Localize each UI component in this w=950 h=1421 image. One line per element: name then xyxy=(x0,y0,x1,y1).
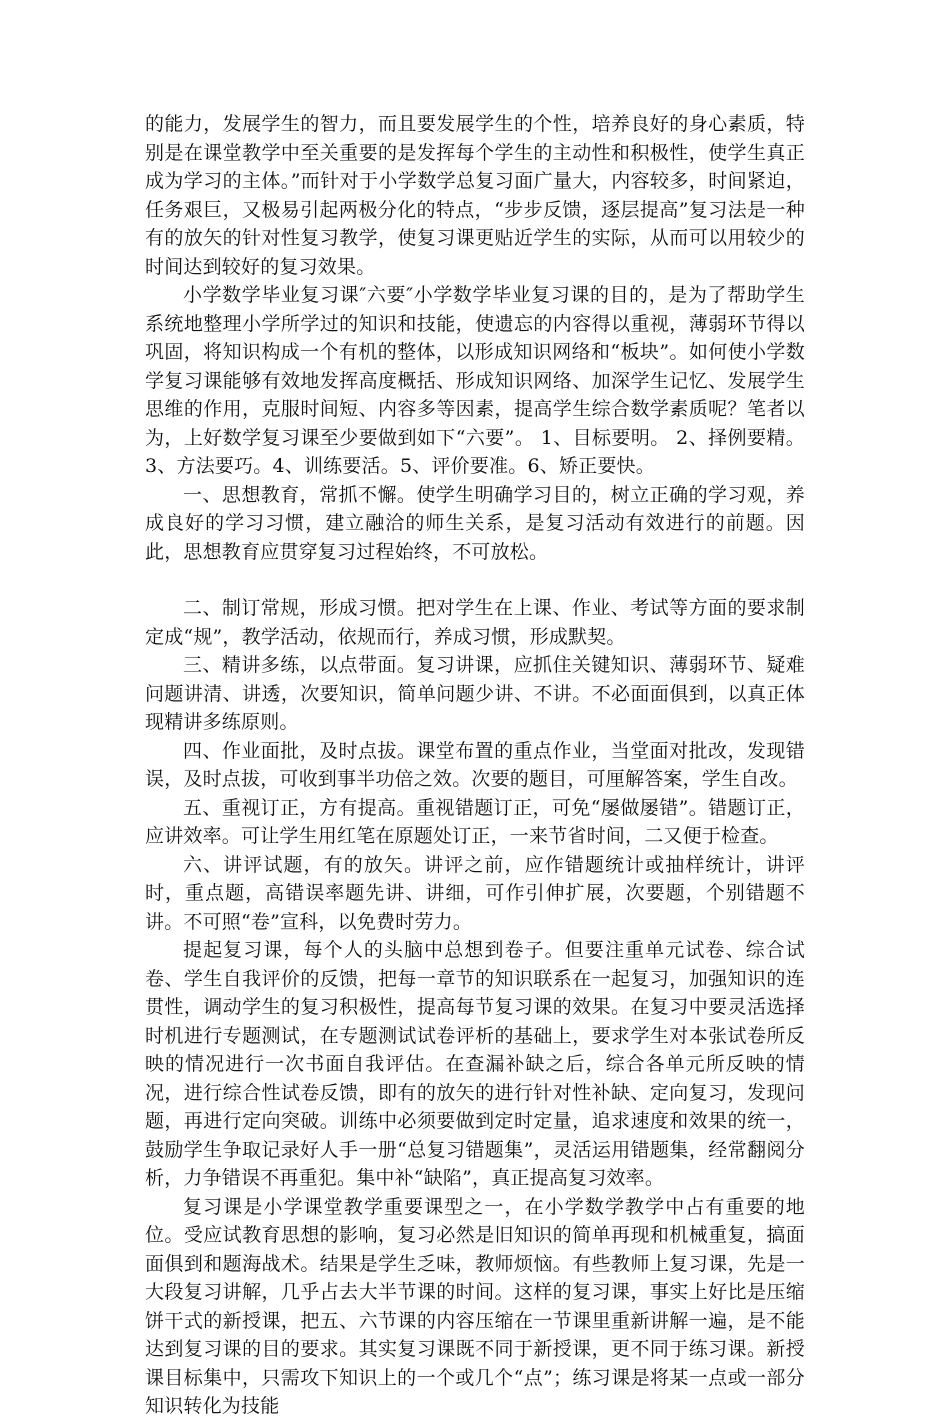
paragraph-six-requirements: 小学数学毕业复习课″六要″小学数学毕业复习课的目的，是为了帮助学生系统地整理小学所学过的知识和技能，使遗忘的内容得以重视，薄弱环节得以巩固，将知识构成一个有机的整体，以形成知识网络和“板块”。如何使小学数学复习课能够有效地发挥高度概括、形成知识网络、加深学生记忆、发展学生思维的作用，克服时间短、内容多等因素，提高学生综合数学素质呢？笔者以为，上好数学复习课至少要做到如下“六要”。 1、目标要明。 2、择例要精。3、方法要巧。4、训练要活。5、评价要准。6、矫正要快。 xyxy=(145,284,805,477)
blank-line xyxy=(145,566,805,594)
paragraph-continuation: 的能力，发展学生的智力，而且要发展学生的个性，培养良好的身心素质，特别是在课堂教学中至关重要的是发挥每个学生的主动性和积极性，使学生真正成为学习的主体。”而针对于小学数学总复习面广量大，内容较多，时间紧迫，任务艰巨，又极易引起两极分化的特点，“步步反馈，逐层提高”复习法是一种有的放矢的针对性复习教学，使复习课更贴近学生的实际，从而可以用较少的时间达到较好的复习效果。 xyxy=(145,113,805,278)
paragraph-review-class: 复习课是小学课堂教学重要课型之一，在小学数学教学中占有重要的地位。受应试教育思想的影响，复习必然是旧知识的简单再现和机械重复，搞面面俱到和题海战术。结果是学生乏味，教师烦恼。有些教师上复习课，先是一大段复习讲解，几乎占去大半节课的时间。这样的复习课，事实上好比是压缩饼干式的新授课，把五、六节课的内容压缩在一节课里重新讲解一遍，是不能达到复习课的目的要求。其实复习课既不同于新授课，更不同于练习课。新授课目标集中，只需攻下知识上的一个或几个“点”；练习课是将某一点或一部分知识转化为技能 xyxy=(145,1195,805,1417)
paragraph-point-six: 六、讲评试题，有的放矢。讲评之前，应作错题统计或抽样统计，讲评时，重点题，高错误率题先讲、讲细，可作引伸扩展，次要题，个别错题不讲。不可照“卷”宣科，以免费时劳力。 xyxy=(145,853,805,933)
paragraph-point-four: 四、作业面批，及时点拔。课堂布置的重点作业，当堂面对批改，发现错误，及时点拔，可收到事半功倍之效。次要的题目，可厘解答案，学生自改。 xyxy=(145,739,805,790)
paragraph-review-tests: 提起复习课，每个人的头脑中总想到卷子。但要注重单元试卷、综合试卷、学生自我评价的反馈，把每一章节的知识联系在一起复习，加强知识的连贯性，调动学生的复习积极性，提高每节复习课的效果。在复习中要灵活选择时机进行专题测试，在专题测试试卷评析的基础上，要求学生对本张试卷所反映的情况进行一次书面自我评估。在查漏补缺之后，综合各单元所反映的情况，进行综合性试卷反馈，即有的放矢的进行针对性补缺、定向复习，发现问题，再进行定向突破。训练中必须要做到定时定量，追求速度和效果的统一，鼓励学生争取记录好人手一册“总复习错题集”，灵活运用错题集，经常翻阅分析，力争错误不再重犯。集中补“缺陷”，真正提高复习效率。 xyxy=(145,939,805,1189)
document-page xyxy=(145,110,805,1421)
paragraph-point-one: 一、思想教育，常抓不懈。使学生明确学习目的，树立正确的学习观，养成良好的学习习惯，建立融洽的师生关系，是复习活动有效进行的前题。因此，思想教育应贯穿复习过程始终，不可放松。 xyxy=(145,483,805,563)
paragraph-point-three: 三、精讲多练，以点带面。复习讲课，应抓住关键知识、薄弱环节、疑难问题讲清、讲透，次要知识，简单问题少讲、不讲。不必面面俱到，以真正体现精讲多练原则。 xyxy=(145,654,805,733)
paragraph-point-two: 二、制订常规，形成习惯。把对学生在上课、作业、考试等方面的要求制定成“规”，教学活动，依规而行，养成习惯，形成默契。 xyxy=(145,597,805,648)
paragraph-point-five: 五、重视订正，方有提高。重视错题订正，可免“屡做屡错”。错题订正，应讲效率。可让学生用红笔在原题处订正，一来节省时间，二又便于检查。 xyxy=(145,796,805,847)
